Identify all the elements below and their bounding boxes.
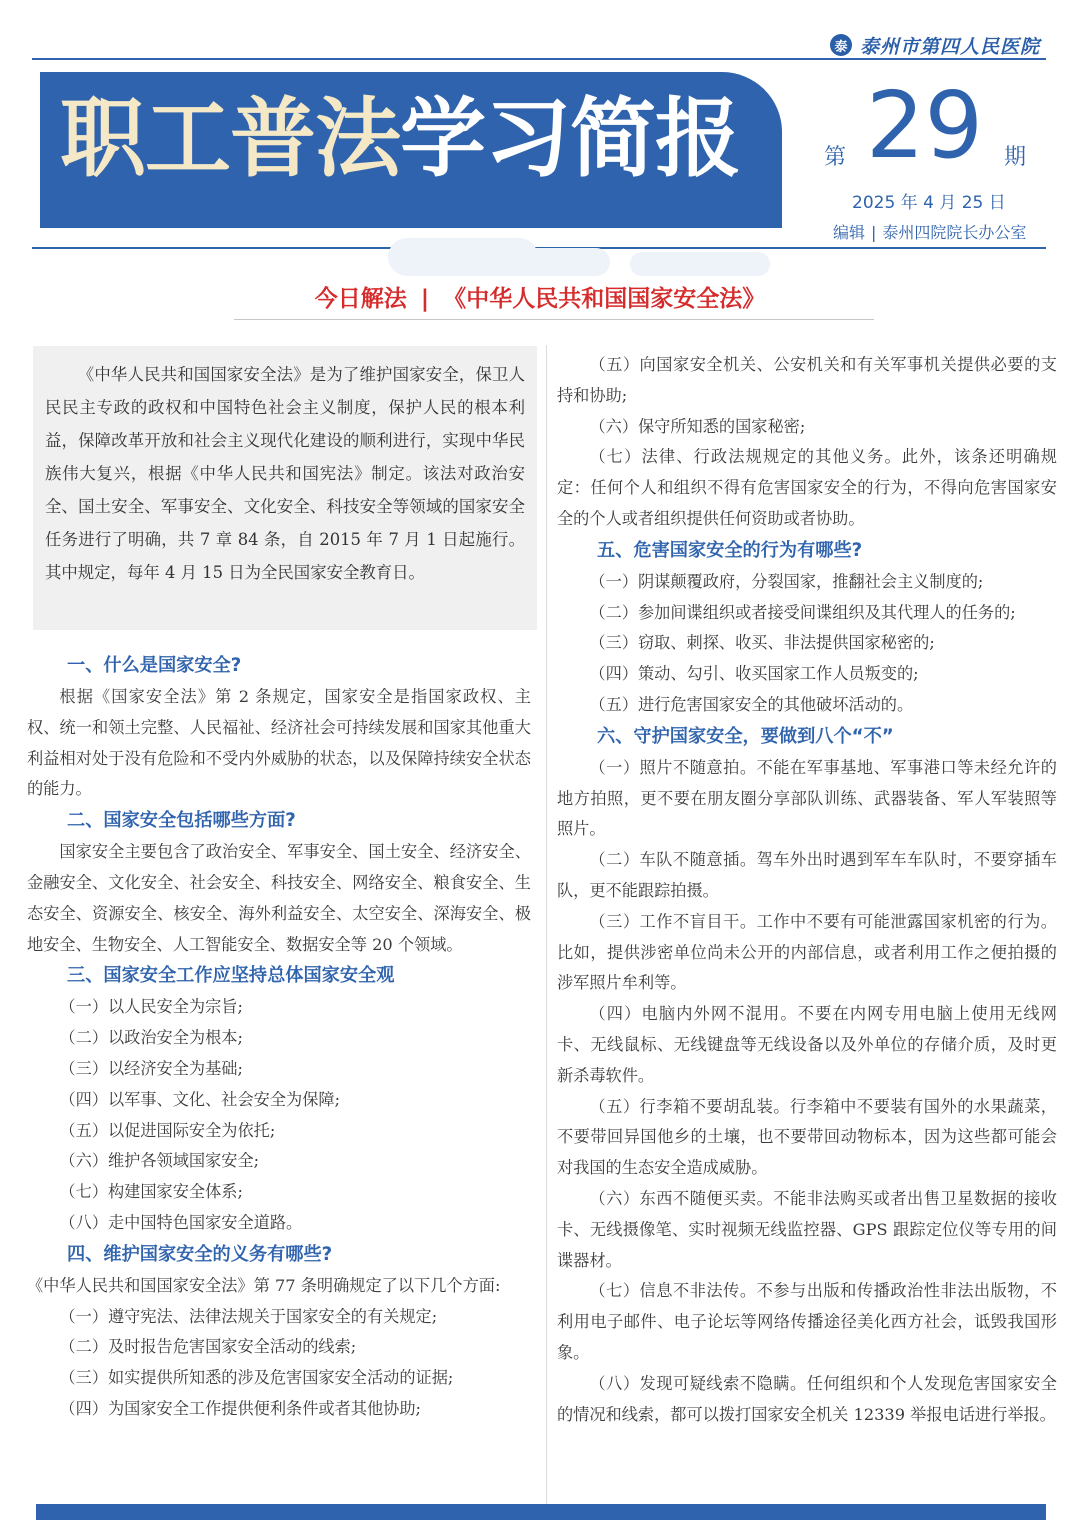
left-column: [27, 650, 531, 1425]
list-item: （七）构建国家安全体系;: [59, 1182, 243, 1202]
today-law-headline: [0, 280, 1080, 313]
section-2-body: 国家安全主要包含了政治安全、军事安全、国土安全、经济安全、金融安全、文化安全、社会安全、科技安全、网络安全、粮食安全、生态安全、资源安全、核安全、海外利益安全、太空安全、深海安全、极地安全、生物安全、人工智能安全、数据安全等 20 个领域。: [27, 842, 531, 954]
section-1-body: 根据《国家安全法》第 2 条规定，国家安全是指国家政权、主权、统一和领土完整、人民福祉、经济社会可持续发展和国家其他重大利益相对处于没有危险和不受内外威胁的状态，以及保障持续安全状态的能力。: [27, 687, 531, 799]
issue-number: 29: [866, 72, 984, 179]
hospital-emblem-icon: 泰: [830, 34, 852, 56]
section-5-heading: 五、危害国家安全的行为有哪些?: [597, 539, 863, 561]
footer-bar: [36, 1504, 1046, 1520]
cloud-decoration: [630, 252, 770, 276]
headline-label: 今日解法: [314, 286, 407, 312]
issue-prefix: 第: [824, 145, 847, 170]
editor-value: 泰州四院院长办公室: [882, 223, 1027, 242]
list-item: （四）以军事、文化、社会安全为保障;: [59, 1089, 341, 1109]
editor-label: 编辑: [833, 223, 866, 242]
list-item: （一）照片不随意拍。不能在军事基地、军事港口等未经允许的地方拍照，更不要在朋友圈分享部队训练、武器装备、军人军装照等照片。: [557, 757, 1057, 839]
issue-number-block: [812, 72, 1042, 179]
list-item: （三）如实提供所知悉的涉及危害国家安全活动的证据;: [59, 1368, 454, 1388]
list-item: （二）车队不随意插。驾车外出时遇到军车车队时，不要穿插车队，更不能跟踪拍摄。: [557, 850, 1057, 900]
list-item: （七）法律、行政法规规定的其他义务。此外，该条还明确规定：任何个人和组织不得有危害国家安全的行为，不得向危害国家安全的个人或者组织提供任何资助或者协助。: [557, 447, 1057, 528]
right-column: [557, 350, 1057, 1430]
editor-separator: |: [871, 223, 877, 242]
list-item: （二）以政治安全为根本;: [59, 1028, 243, 1048]
list-item: （三）窃取、刺探、收买、非法提供国家秘密的;: [589, 633, 935, 653]
headline-law-title: 《中华人民共和国国家安全法》: [443, 286, 766, 312]
section-4-heading: 四、维护国家安全的义务有哪些?: [67, 1243, 333, 1265]
headline-rule: [234, 319, 874, 320]
list-item: （六）东西不随便买卖。不能非法购买或者出售卫星数据的接收卡、无线摄像笔、实时视频无线监控器、GPS 跟踪定位仪等专用的间谍器材。: [557, 1188, 1057, 1270]
list-item: （三）以经济安全为基础;: [59, 1058, 243, 1078]
title-part-2: 学习简报: [400, 89, 740, 189]
hospital-logo: [830, 32, 1040, 58]
list-item: （五）行李箱不要胡乱装。行李箱中不要装有国外的水果蔬菜，不要带回异国他乡的土壤，也不要带回动物标本，因为这些都可能会对我国的生态安全造成威胁。: [557, 1096, 1057, 1178]
hospital-name: 泰州市第四人民医院: [859, 35, 1040, 58]
issue-date: 2025 年 4 月 25 日: [852, 193, 1006, 213]
list-item: （八）走中国特色国家安全道路。: [59, 1212, 303, 1232]
list-item: （一）以人民安全为宗旨;: [59, 997, 243, 1017]
list-item: （三）工作不盲目干。工作中不要有可能泄露国家机密的行为。比如，提供涉密单位尚未公开的内部信息，或者利用工作之便拍摄的涉军照片牟利等。: [557, 911, 1057, 993]
list-item: （一）遵守宪法、法律法规关于国家安全的有关规定;: [59, 1306, 438, 1326]
list-item: （七）信息不非法传。不参与出版和传播政治性非法出版物，不利用电子邮件、电子论坛等网络传播途径美化西方社会，诋毁我国形象。: [557, 1281, 1057, 1362]
list-item: （四）电脑内外网不混用。不要在内网专用电脑上使用无线网卡、无线鼠标、无线键盘等无线设备以及外单位的存储介质，及时更新杀毒软件。: [557, 1004, 1057, 1085]
issue-suffix: 期: [1004, 145, 1027, 170]
list-item: （四）为国家安全工作提供便利条件或者其他协助;: [59, 1398, 421, 1418]
list-item: （六）保守所知悉的国家秘密;: [589, 416, 806, 436]
list-item: （五）向国家安全机关、公安机关和有关军事机关提供必要的支持和协助;: [557, 355, 1057, 405]
intro-box: [33, 346, 537, 630]
list-item: （八）发现可疑线索不隐瞒。任何组织和个人发现危害国家安全的情况和线索，都可以拨打国家安全机关 12339 举报电话进行举报。: [557, 1373, 1057, 1424]
section-1-heading: 一、什么是国家安全?: [67, 655, 242, 676]
cloud-decoration: [500, 248, 610, 276]
list-item: （二）及时报告危害国家安全活动的线索;: [59, 1337, 357, 1357]
section-4-intro: 《中华人民共和国国家安全法》第 77 条明确规定了以下几个方面:: [27, 1275, 501, 1295]
list-item: （五）以促进国际安全为依托;: [59, 1120, 276, 1140]
section-3-heading: 三、国家安全工作应坚持总体国家安全观: [67, 965, 395, 987]
list-item: （一）阴谋颠覆政府，分裂国家，推翻社会主义制度的;: [589, 571, 984, 591]
column-divider: [546, 345, 547, 1505]
section-6-heading: 六、守护国家安全，要做到八个“不”: [597, 725, 894, 747]
intro-paragraph: 《中华人民共和国国家安全法》是为了维护国家安全，保卫人民民主专政的政权和中国特色社会主义制度，保护人民的根本利益，保障改革开放和社会主义现代化建设的顺利进行，实现中华民族伟大复兴，根据《中华人民共和国宪法》制定。该法对政治安全、国土安全、军事安全、文化安全、科技安全等领域的国家安全任务进行了明确，共 7 章 84 条，自 2015 年 7 月 1 日起施行。其中规定，每年 4 月 15 日为全民国家安全教育日。: [45, 365, 525, 582]
list-item: （六）维护各领域国家安全;: [59, 1151, 260, 1171]
section-2-heading: 二、国家安全包括哪些方面?: [67, 810, 296, 832]
list-item: （四）策动、勾引、收买国家工作人员叛变的;: [589, 664, 919, 684]
headline-separator: |: [420, 286, 430, 312]
title-part-1: 职工普法: [60, 89, 400, 189]
newsletter-title: [60, 84, 780, 194]
list-item: （二）参加间谍组织或者接受间谍组织及其代理人的任务的;: [589, 602, 1016, 622]
list-item: （五）进行危害国家安全的其他破坏活动的。: [589, 694, 914, 714]
editor-line: [833, 220, 1026, 243]
